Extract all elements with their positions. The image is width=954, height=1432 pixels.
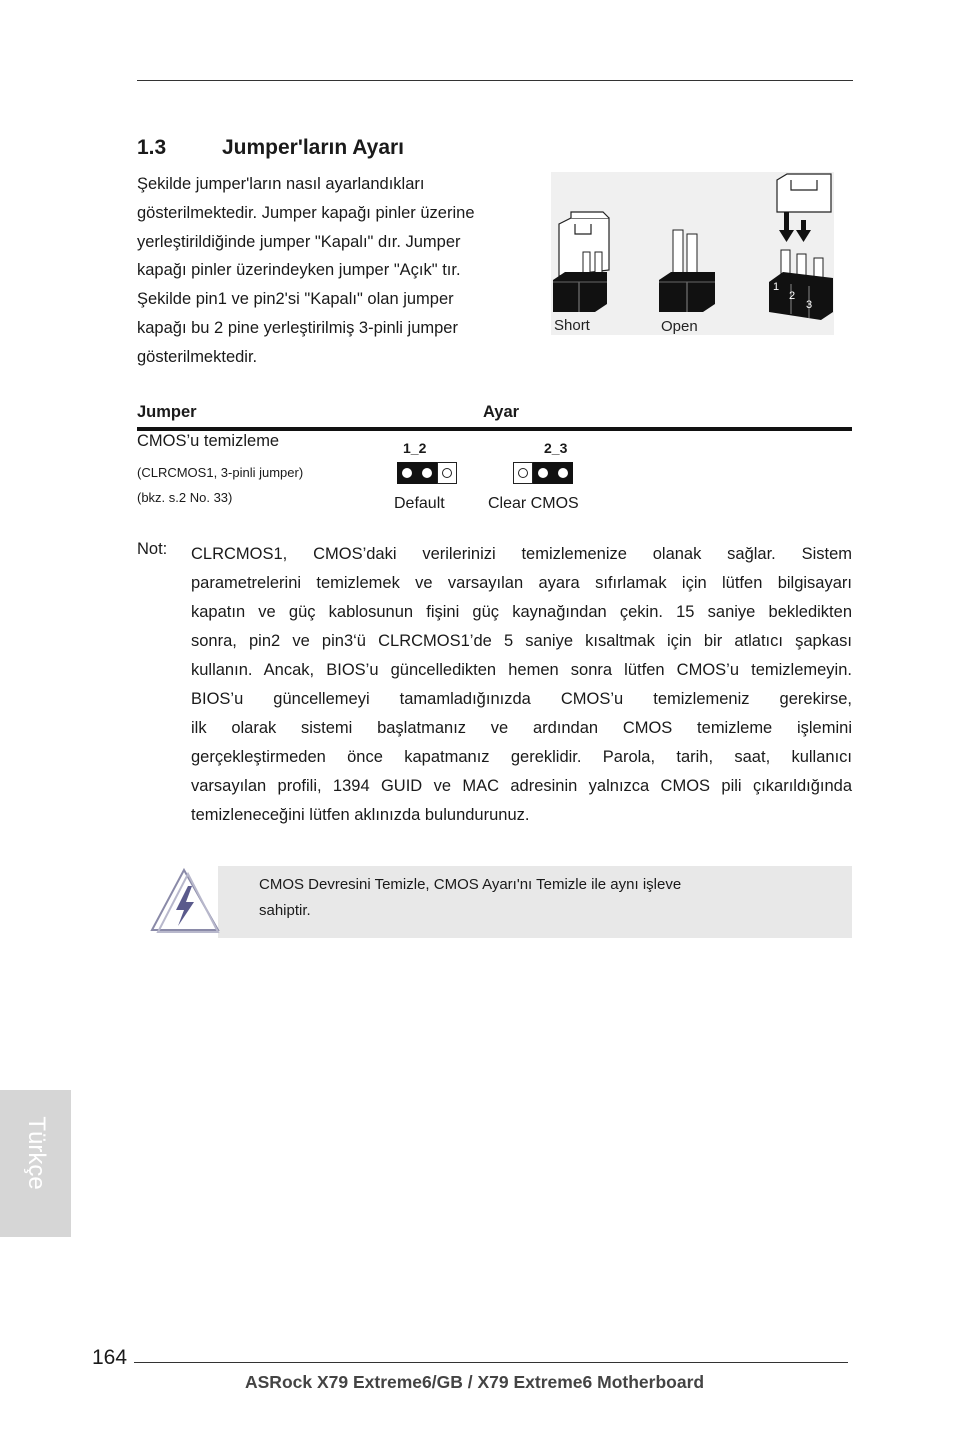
default-pin-block <box>397 462 457 484</box>
section-number: 1.3 <box>137 136 167 159</box>
note-body <box>191 540 852 830</box>
note-line: parametrelerini temizlemek ve varsayılan ayara sıfırlamak için lütfen bilgisayarı <box>191 574 852 592</box>
column-header-jumper: Jumper <box>137 403 197 421</box>
language-tab-label: Türkçe <box>23 1116 50 1190</box>
note-line: kullanın. Ancak, BIOS’u güncelledikten hemen sonra lütfen CMOS’u temizlemeyin. <box>191 661 852 679</box>
intro-line: kapağı bu 2 pine yerleştirilmiş 3-pinli jumper <box>137 318 458 337</box>
note-line: ilk olarak sistemi başlatmanız ve ardından CMOS temizleme işlemini <box>191 719 852 737</box>
note-line: CLRCMOS1, CMOS’daki verilerinizi temizlemenize olanak sağlar. Sistem <box>191 545 852 563</box>
pin-1-open <box>513 462 533 484</box>
footer-product-title: ASRock X79 Extreme6/GB / X79 Extreme6 Motherboard <box>245 1372 705 1392</box>
clear-pins-label: 2_3 <box>544 440 568 456</box>
clear-cmos-caption: Clear CMOS <box>488 495 579 512</box>
note-line: varsayılan profili, 1394 GUID ve MAC adresinin yalnızca CMOS pili çıkarıldığında <box>191 777 852 795</box>
page-number: 164 <box>92 1346 128 1369</box>
table-header-rule <box>137 427 852 431</box>
callout-line: sahiptir. <box>259 902 311 919</box>
three-pin-jumper-graphic <box>769 174 833 320</box>
note-line: kapatın ve güç kablosunun fişini güç kaynağından çekin. 15 saniye bekledikten <box>191 603 852 621</box>
footer-rule <box>134 1362 848 1363</box>
pin-number-3: 3 <box>806 299 813 311</box>
callout-line: CMOS Devresini Temizle, CMOS Ayarı'nı Temizle ile aynı işleve <box>259 876 682 893</box>
short-label: Short <box>554 317 590 334</box>
pin-2-shorted <box>417 462 437 484</box>
section-title: Jumper'ların Ayarı <box>222 136 405 159</box>
short-jumper-graphic <box>553 212 609 312</box>
intro-line: gösterilmektedir. <box>137 347 258 366</box>
open-label: Open <box>661 318 698 335</box>
note-line: sonra, pin2 ve pin3‘ü CLRCMOS1’de 5 saniye kısaltmak için bir atlatıcı şapkası <box>191 632 852 650</box>
note-line: BIOS’u güncellemeyi tamamladığınızda CMOS’u temizlemeniz gerekirse, <box>191 690 852 708</box>
pin-3-open <box>437 462 457 484</box>
default-pins-label: 1_2 <box>403 440 427 456</box>
top-rule <box>137 80 853 81</box>
note-line: temizleneceğini lütfen aklınızda bulundurunuz. <box>191 806 530 824</box>
intro-line: yerleştirildiğinde jumper "Kapalı" dır. Jumper <box>137 232 461 251</box>
clear-cmos-pin-block <box>513 462 573 484</box>
pin-1-shorted <box>397 462 417 484</box>
note-label: Not: <box>137 540 168 558</box>
jumper-diagram-illustration <box>551 172 834 335</box>
pin-number-1: 1 <box>773 281 780 293</box>
default-caption: Default <box>394 495 445 512</box>
pin-3-shorted <box>553 462 573 484</box>
pin-number-2: 2 <box>789 290 796 302</box>
open-jumper-graphic <box>659 230 715 312</box>
intro-line: gösterilmektedir. Jumper kapağı pinler üzerine <box>137 203 475 222</box>
intro-paragraph <box>137 170 537 372</box>
intro-line: kapağı pinler üzerindeyken jumper "Açık" tır. <box>137 261 461 280</box>
intro-line: Şekilde jumper'ların nasıl ayarlandıkları <box>137 175 425 193</box>
note-line: gerçekleştirmeden önce kapatmanız gereklidir. Parola, tarih, saat, kullanıcı <box>191 748 852 766</box>
jumper-reference: (bkz. s.2 No. 33) <box>137 490 233 505</box>
warning-lightning-icon <box>150 866 220 936</box>
jumper-diagram <box>551 172 834 335</box>
pin-2-shorted <box>533 462 553 484</box>
jumper-name: CMOS’u temizleme <box>137 432 280 450</box>
callout-text <box>259 872 779 924</box>
jumper-id: (CLRCMOS1, 3-pinli jumper) <box>137 465 304 480</box>
intro-line: Şekilde pin1 ve pin2'si "Kapalı" olan jumper <box>137 290 454 309</box>
column-header-setting: Ayar <box>483 403 520 421</box>
